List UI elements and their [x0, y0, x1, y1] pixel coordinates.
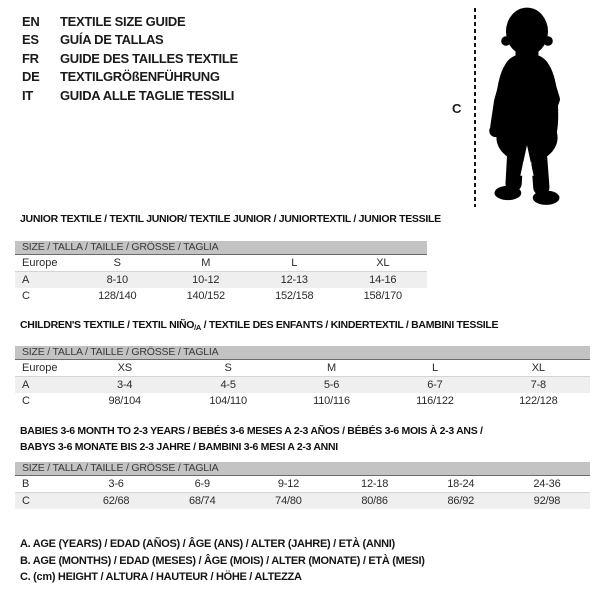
language-row: [22, 86, 238, 105]
size-header-bar: SIZE / TALLA / TAILLE / GRÖSSE / TAGLIA: [15, 346, 590, 360]
language-code: ES: [22, 32, 39, 48]
language-code: EN: [22, 13, 40, 29]
cell: 104/110: [209, 395, 247, 407]
baby-silhouette-shape: [489, 8, 559, 205]
cell: 18-24: [447, 478, 475, 490]
cell: 110/116: [313, 395, 350, 407]
children-table: [15, 346, 590, 409]
language-row: [22, 31, 238, 50]
babies-table: [15, 462, 590, 509]
row-label: C: [22, 495, 30, 507]
size-header-bar: SIZE / TALLA / TAILLE / GRÖSSE / TAGLIA: [15, 241, 427, 255]
cell: 80/86: [361, 495, 388, 507]
cell: 62/68: [102, 495, 130, 507]
cell: 14-16: [369, 274, 397, 286]
cell: 128/140: [98, 290, 137, 302]
row-label: C: [22, 290, 30, 302]
cell: 6-7: [427, 379, 443, 391]
row-label: Europe: [22, 257, 58, 269]
language-label: TEXTILGRÖßENFÜHRUNG: [60, 69, 220, 85]
babies-title-line2: BABYS 3-6 MONATE BIS 2-3 JAHRE / BAMBINI 3-6 MESI A 2-3 ANNI: [20, 440, 338, 453]
table-row: [15, 360, 590, 377]
babies-title-line1: BABIES 3-6 MONTH TO 2-3 YEARS / BEBÉS 3-6 MESES A 2-3 AÑOS / BÉBÉS 3-6 MOIS À 2-3 ANS /: [20, 425, 483, 437]
junior-table-title: JUNIOR TEXTILE / TEXTIL JUNIOR/ TEXTILE JUNIOR / JUNIORTEXTIL / JUNIOR TESSILE: [20, 213, 441, 225]
table-row: [15, 288, 427, 304]
row-label: A: [22, 274, 30, 286]
table-row: [15, 377, 590, 393]
babies-table-title: [20, 424, 580, 455]
cell: 8-10: [106, 274, 128, 286]
language-label: TEXTILE SIZE GUIDE: [60, 13, 186, 29]
language-row: [22, 12, 238, 31]
language-title-list: [22, 12, 238, 105]
junior-table: [15, 241, 427, 304]
cell: 158/170: [363, 290, 402, 302]
language-code: DE: [22, 69, 40, 85]
height-dashed-line: [474, 8, 476, 207]
cell: 152/158: [275, 290, 314, 302]
cell: 68/74: [188, 495, 216, 507]
cell: XL: [376, 257, 390, 269]
title-part: CHILDREN'S TEXTILE / TEXTIL NIÑO: [20, 319, 195, 331]
row-label: Europe: [22, 362, 58, 374]
cell: 10-12: [192, 274, 220, 286]
cell: 122/128: [519, 395, 558, 407]
language-row: [22, 68, 238, 87]
cell: 12-13: [280, 274, 308, 286]
cell: 86/92: [447, 495, 475, 507]
cell: 7-8: [530, 379, 546, 391]
language-code: IT: [22, 87, 33, 103]
cell: 24-36: [533, 478, 561, 490]
language-code: FR: [22, 50, 39, 66]
cell: 9-12: [277, 478, 300, 490]
table-row: [15, 393, 590, 409]
cell: XL: [531, 362, 545, 374]
cell: 12-18: [361, 478, 389, 490]
cell: S: [113, 257, 121, 269]
cell: L: [291, 257, 298, 269]
cell: 6-9: [194, 478, 210, 490]
children-table-title: [20, 319, 498, 332]
language-row: [22, 49, 238, 68]
table-row: [15, 476, 590, 493]
table-row: [15, 255, 427, 272]
row-label: A: [22, 379, 30, 391]
cell: 3-6: [108, 478, 124, 490]
cell: 4-5: [220, 379, 236, 391]
title-part: / TEXTILE DES ENFANTS / KINDERTEXTIL / BAMBINI TESSILE: [201, 319, 499, 331]
language-label: GUIDA ALLE TAGLIE TESSILI: [60, 87, 235, 103]
cell: L: [431, 362, 438, 374]
cell: 140/152: [186, 290, 225, 302]
title-subscript: /A: [194, 323, 202, 332]
cell: 92/98: [533, 495, 561, 507]
height-marker-label: C: [452, 101, 462, 116]
size-header-bar: SIZE / TALLA / TAILLE / GRÖSSE / TAGLIA: [15, 462, 590, 476]
row-label: B: [22, 478, 30, 490]
cell: S: [224, 362, 232, 374]
legend-line-c: C. (cm) HEIGHT / ALTURA / HAUTEUR / HÖHE / ALTEZZA: [20, 571, 302, 583]
legend-line-b: B. AGE (MONTHS) / EDAD (MESES) / ÂGE (MOIS) / ALTER (MONATE) / ETÀ (MESI): [20, 554, 425, 567]
baby-silhouette: [484, 5, 570, 207]
language-label: GUÍA DE TALLAS: [60, 32, 164, 48]
cell: XS: [117, 362, 132, 374]
cell: 5-6: [323, 379, 340, 391]
cell: 3-4: [117, 379, 133, 391]
cell: 116/122: [416, 395, 454, 407]
cell: 74/80: [275, 495, 302, 507]
legend: [20, 536, 425, 586]
table-row: [15, 272, 427, 288]
table-row: [15, 493, 590, 509]
legend-line-a: A. AGE (YEARS) / EDAD (AÑOS) / ÂGE (ANS) / ALTER (JAHRE) / ETÀ (ANNI): [20, 538, 395, 550]
cell: M: [327, 362, 336, 374]
language-label: GUIDE DES TAILLES TEXTILE: [60, 50, 238, 66]
cell: 98/104: [108, 395, 141, 407]
row-label: C: [22, 395, 30, 407]
cell: M: [201, 257, 211, 269]
